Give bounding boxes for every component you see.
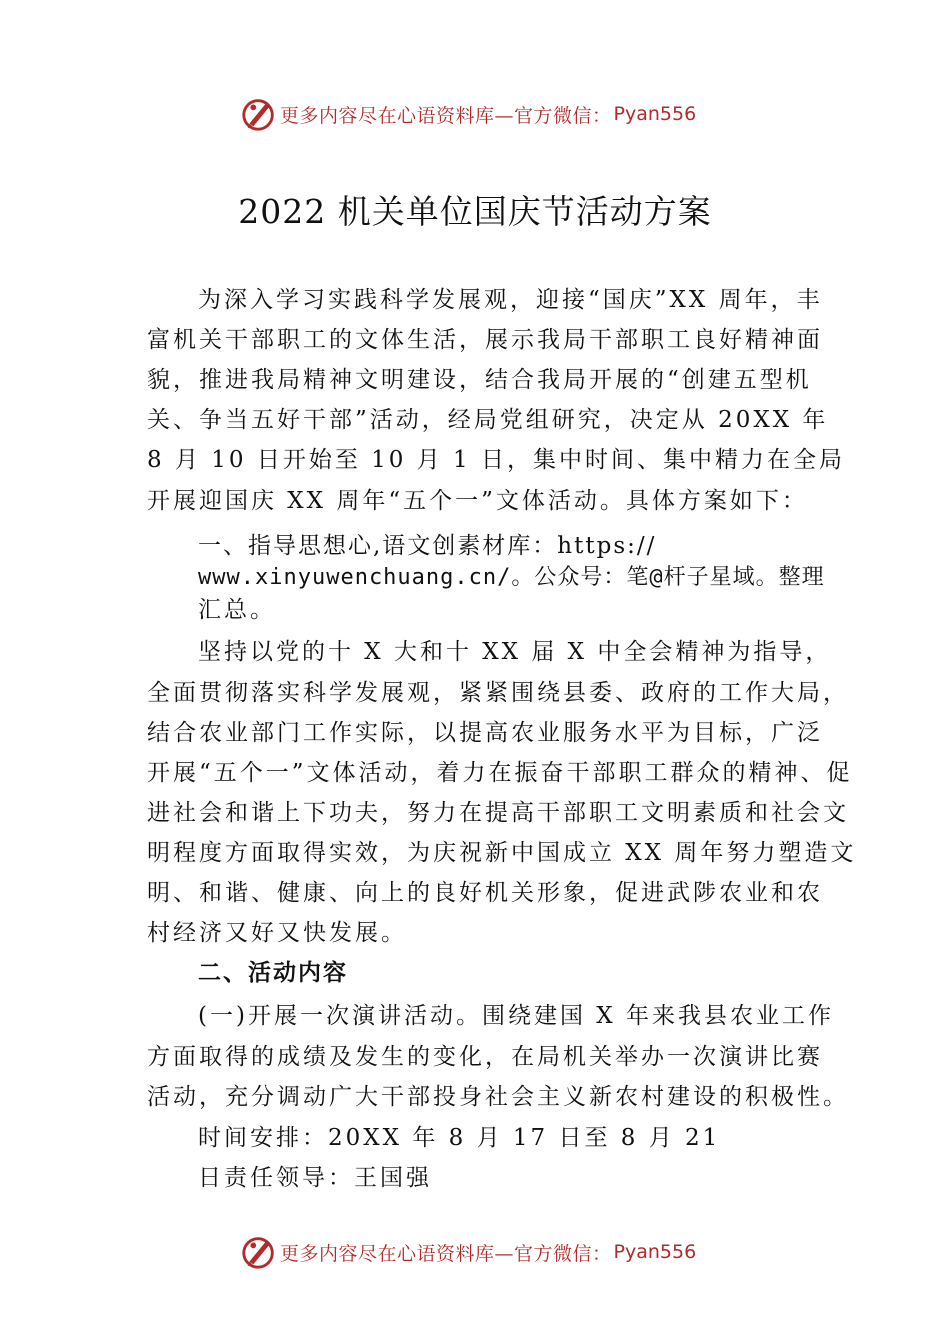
watermark-text: 更多内容尽在心语资料库—官方微信： bbox=[280, 1242, 612, 1265]
paragraph-line: 为深入学习实践科学发展观，迎接“国庆”XX 周年，丰 bbox=[198, 287, 823, 313]
section-heading-guiding-ideology: 一、指导思想心,语文创素材库：https:// bbox=[198, 533, 657, 559]
paragraph-line: 全面贯彻落实科学发展观，紧紧围绕县委、政府的工作大局， bbox=[147, 680, 849, 706]
watermark-text: 更多内容尽在心语资料库—官方微信： bbox=[280, 104, 612, 127]
paragraph-line: 方面取得的成绩及发生的变化，在局机关举办一次演讲比赛 bbox=[147, 1044, 823, 1070]
document-title: 2022 机关单位国庆节活动方案 bbox=[238, 192, 712, 231]
paragraph-line: 进社会和谐上下功夫，努力在提高干部职工文明素质和社会文 bbox=[147, 800, 849, 826]
paragraph-line: 明、和谐、健康、向上的良好机关形象，促进武陟农业和农 bbox=[147, 880, 823, 906]
pen-logo-icon bbox=[240, 1233, 278, 1271]
paragraph-line: 明程度方面取得实效，为庆祝新中国成立 XX 周年努力塑造文 bbox=[147, 840, 857, 866]
watermark-wechat-id: Pyan556 bbox=[613, 1241, 697, 1263]
paragraph-line: 开展迎国庆 XX 周年“五个一”文体活动。具体方案如下： bbox=[147, 488, 808, 514]
paragraph-line: 关、争当五好干部”活动，经局党组研究，决定从 20XX 年 bbox=[147, 407, 829, 433]
paragraph-line: 坚持以党的十 X 大和十 XX 届 X 中全会精神为指导， bbox=[198, 639, 832, 665]
paragraph-line: 村经济又好又快发展。 bbox=[147, 920, 407, 946]
paragraph-line: 8 月 10 日开始至 10 月 1 日，集中时间、集中精力在全局 bbox=[147, 447, 845, 473]
paragraph-line: 开展“五个一”文体活动，着力在振奋干部职工群众的精神、促 bbox=[147, 760, 853, 786]
schedule-line: 时间安排：20XX 年 8 月 17 日至 8 月 21 bbox=[198, 1125, 721, 1151]
paragraph-line: 汇总。 bbox=[198, 597, 276, 623]
paragraph-line: 活动，充分调动广大干部投身社会主义新农村建设的积极性。 bbox=[147, 1084, 849, 1110]
url-line: www.xinyuwenchuang.cn/。公众号：笔@杆子星域。整理 bbox=[198, 565, 825, 590]
pen-logo-icon bbox=[240, 95, 278, 133]
paragraph-line: 富机关干部职工的文体生活，展示我局干部职工良好精神面 bbox=[147, 327, 823, 353]
top-watermark bbox=[240, 94, 760, 134]
bottom-watermark bbox=[240, 1232, 760, 1272]
paragraph-line: 貌，推进我局精神文明建设，结合我局开展的“创建五型机 bbox=[147, 367, 812, 393]
section-heading-activity-content: 二、活动内容 bbox=[198, 960, 348, 986]
paragraph-line: 结合农业部门工作实际，以提高农业服务水平为目标，广泛 bbox=[147, 720, 823, 746]
responsible-leader-line: 日责任领导：王国强 bbox=[198, 1165, 432, 1191]
paragraph-line: (一)开展一次演讲活动。围绕建国 X 年来我县农业工作 bbox=[198, 1003, 834, 1029]
watermark-wechat-id: Pyan556 bbox=[613, 103, 697, 125]
